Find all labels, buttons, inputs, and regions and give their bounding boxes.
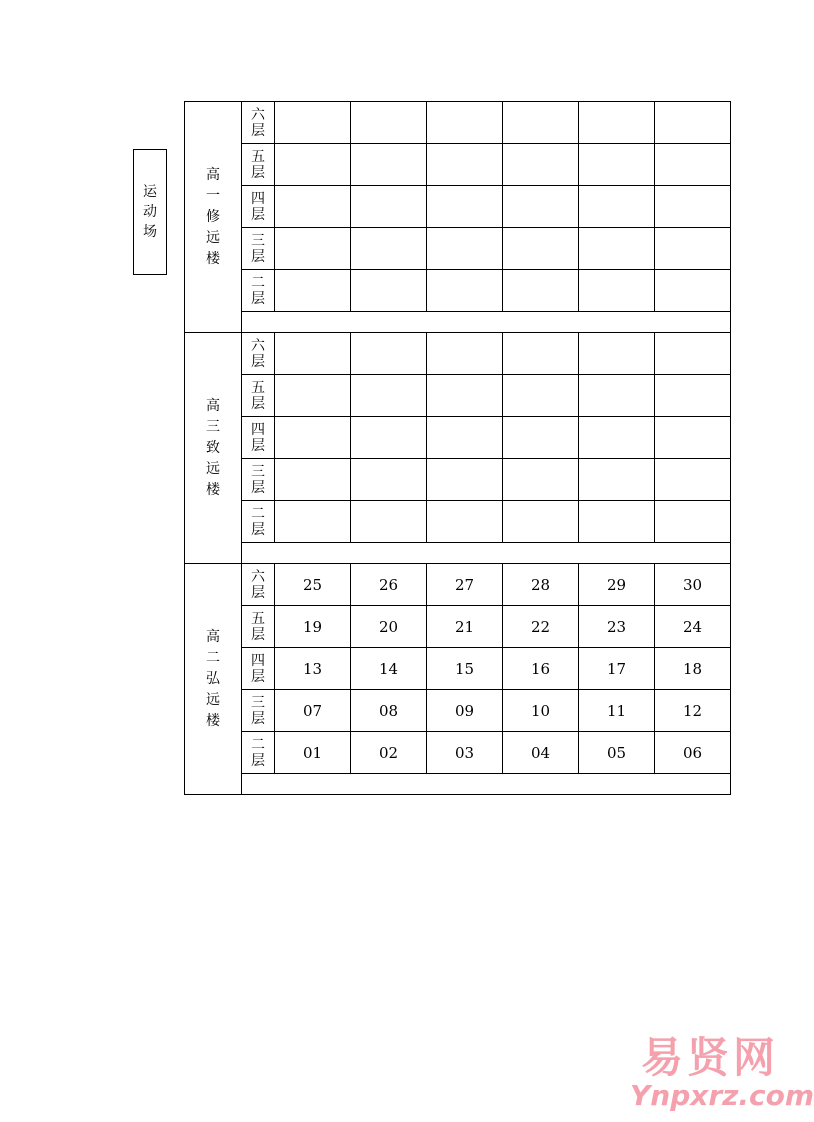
room-cell: 26: [351, 564, 427, 606]
room-cell: [503, 102, 579, 144]
room-cell: [427, 501, 503, 543]
room-cell: 20: [351, 606, 427, 648]
room-cell: [579, 102, 655, 144]
floor-label-cell: [242, 564, 275, 606]
room-cell: [579, 459, 655, 501]
sports-field-box: [133, 149, 167, 275]
room-cell: 07: [275, 690, 351, 732]
ground-floor-gap-row: [185, 543, 731, 564]
room-cell: 24: [655, 606, 731, 648]
room-cell: [275, 270, 351, 312]
room-cell: [427, 228, 503, 270]
building-name: 高二弘远楼: [206, 628, 220, 729]
room-cell: [427, 270, 503, 312]
floor-row: [185, 564, 731, 606]
ground-floor-gap: [242, 774, 731, 795]
room-cell: [275, 102, 351, 144]
floor-row: [185, 270, 731, 312]
floor-label-cell: [242, 102, 275, 144]
room-cell: [351, 501, 427, 543]
room-cell: [351, 270, 427, 312]
room-cell: [579, 144, 655, 186]
room-cell: [503, 501, 579, 543]
floor-row: [185, 732, 731, 774]
floor-label: 六层: [251, 106, 265, 139]
room-cell: [275, 417, 351, 459]
room-cell: 21: [427, 606, 503, 648]
room-cell: 11: [579, 690, 655, 732]
room-cell: 05: [579, 732, 655, 774]
room-cell: [655, 417, 731, 459]
floor-label-cell: [242, 606, 275, 648]
room-cell: [275, 186, 351, 228]
building-name-cell: [185, 102, 242, 333]
floor-label-cell: [242, 186, 275, 228]
building-name: 高一修远楼: [206, 166, 220, 267]
ground-floor-gap-row: [185, 312, 731, 333]
room-cell: 04: [503, 732, 579, 774]
room-cell: 17: [579, 648, 655, 690]
building-name-cell: [185, 564, 242, 795]
floor-label: 四层: [251, 190, 265, 223]
floor-label-cell: [242, 732, 275, 774]
room-cell: [427, 375, 503, 417]
room-cell: 14: [351, 648, 427, 690]
room-cell: [275, 333, 351, 375]
room-cell: 19: [275, 606, 351, 648]
room-cell: 23: [579, 606, 655, 648]
floor-label: 二层: [251, 274, 265, 307]
room-cell: [351, 459, 427, 501]
floor-label: 三层: [251, 694, 265, 727]
room-cell: [427, 144, 503, 186]
room-cell: [275, 144, 351, 186]
room-cell: [275, 375, 351, 417]
room-cell: 30: [655, 564, 731, 606]
room-cell: [351, 186, 427, 228]
floor-row: [185, 375, 731, 417]
room-cell: 12: [655, 690, 731, 732]
room-cell: [351, 144, 427, 186]
floor-label: 三层: [251, 232, 265, 265]
floor-label-cell: [242, 333, 275, 375]
floor-label-cell: [242, 375, 275, 417]
floor-row: [185, 102, 731, 144]
floor-label: 四层: [251, 421, 265, 454]
room-cell: [579, 186, 655, 228]
room-cell: [427, 333, 503, 375]
room-cell: [427, 417, 503, 459]
floor-label: 五层: [251, 610, 265, 643]
room-cell: [655, 375, 731, 417]
room-cell: [503, 270, 579, 312]
room-cell: [655, 228, 731, 270]
room-cell: 28: [503, 564, 579, 606]
room-cell: 18: [655, 648, 731, 690]
room-cell: 16: [503, 648, 579, 690]
watermark-cn: 易贤网: [640, 1033, 779, 1082]
floor-row: [185, 144, 731, 186]
ground-floor-gap-row: [185, 774, 731, 795]
room-cell: [503, 186, 579, 228]
room-cell: [503, 417, 579, 459]
floor-row: [185, 606, 731, 648]
floor-row: [185, 501, 731, 543]
floor-label-cell: [242, 417, 275, 459]
ground-floor-gap: [242, 312, 731, 333]
room-cell: [655, 144, 731, 186]
room-cell: 25: [275, 564, 351, 606]
floor-row: [185, 228, 731, 270]
room-cell: 03: [427, 732, 503, 774]
room-cell: 10: [503, 690, 579, 732]
room-cell: [503, 375, 579, 417]
room-cell: [275, 459, 351, 501]
floor-label: 四层: [251, 652, 265, 685]
room-cell: [351, 417, 427, 459]
room-cell: 09: [427, 690, 503, 732]
room-cell: 15: [427, 648, 503, 690]
room-cell: [275, 228, 351, 270]
floor-label-cell: [242, 690, 275, 732]
floor-label-cell: [242, 459, 275, 501]
floor-label: 五层: [251, 148, 265, 181]
room-cell: [503, 459, 579, 501]
floor-label: 六层: [251, 568, 265, 601]
room-cell: [351, 333, 427, 375]
room-cell: [503, 144, 579, 186]
room-cell: [503, 333, 579, 375]
room-cell: 06: [655, 732, 731, 774]
room-cell: [655, 501, 731, 543]
room-cell: [655, 102, 731, 144]
watermark: [630, 1033, 814, 1115]
floor-row: [185, 417, 731, 459]
building-name: 高三致远楼: [206, 397, 220, 498]
room-cell: [427, 102, 503, 144]
room-cell: [579, 270, 655, 312]
floor-row: [185, 459, 731, 501]
floor-label: 二层: [251, 505, 265, 538]
room-cell: 01: [275, 732, 351, 774]
room-cell: [351, 375, 427, 417]
floor-label-cell: [242, 144, 275, 186]
building-layout-table: [184, 101, 731, 795]
room-cell: [351, 102, 427, 144]
sports-field-label: 运动场: [143, 184, 157, 240]
room-cell: [655, 270, 731, 312]
room-cell: 08: [351, 690, 427, 732]
room-cell: [579, 228, 655, 270]
floor-label: 五层: [251, 379, 265, 412]
floor-row: [185, 186, 731, 228]
floor-label-cell: [242, 648, 275, 690]
floor-row: [185, 648, 731, 690]
room-cell: [427, 459, 503, 501]
floor-label: 三层: [251, 463, 265, 496]
building-name-cell: [185, 333, 242, 564]
floor-row: [185, 333, 731, 375]
room-cell: 29: [579, 564, 655, 606]
room-cell: [655, 186, 731, 228]
room-cell: [579, 333, 655, 375]
floor-label-cell: [242, 501, 275, 543]
room-cell: [351, 228, 427, 270]
room-cell: [579, 501, 655, 543]
room-cell: 27: [427, 564, 503, 606]
room-cell: [275, 501, 351, 543]
floor-label-cell: [242, 228, 275, 270]
floor-label: 六层: [251, 337, 265, 370]
room-cell: [427, 186, 503, 228]
room-cell: [579, 417, 655, 459]
ground-floor-gap: [242, 543, 731, 564]
room-cell: 02: [351, 732, 427, 774]
room-cell: 13: [275, 648, 351, 690]
room-cell: [655, 459, 731, 501]
room-cell: [503, 228, 579, 270]
watermark-en: Ynpxrz.com: [630, 1079, 814, 1112]
room-cell: [655, 333, 731, 375]
room-cell: [579, 375, 655, 417]
floor-row: [185, 690, 731, 732]
room-cell: 22: [503, 606, 579, 648]
floor-label: 二层: [251, 736, 265, 769]
floor-label-cell: [242, 270, 275, 312]
